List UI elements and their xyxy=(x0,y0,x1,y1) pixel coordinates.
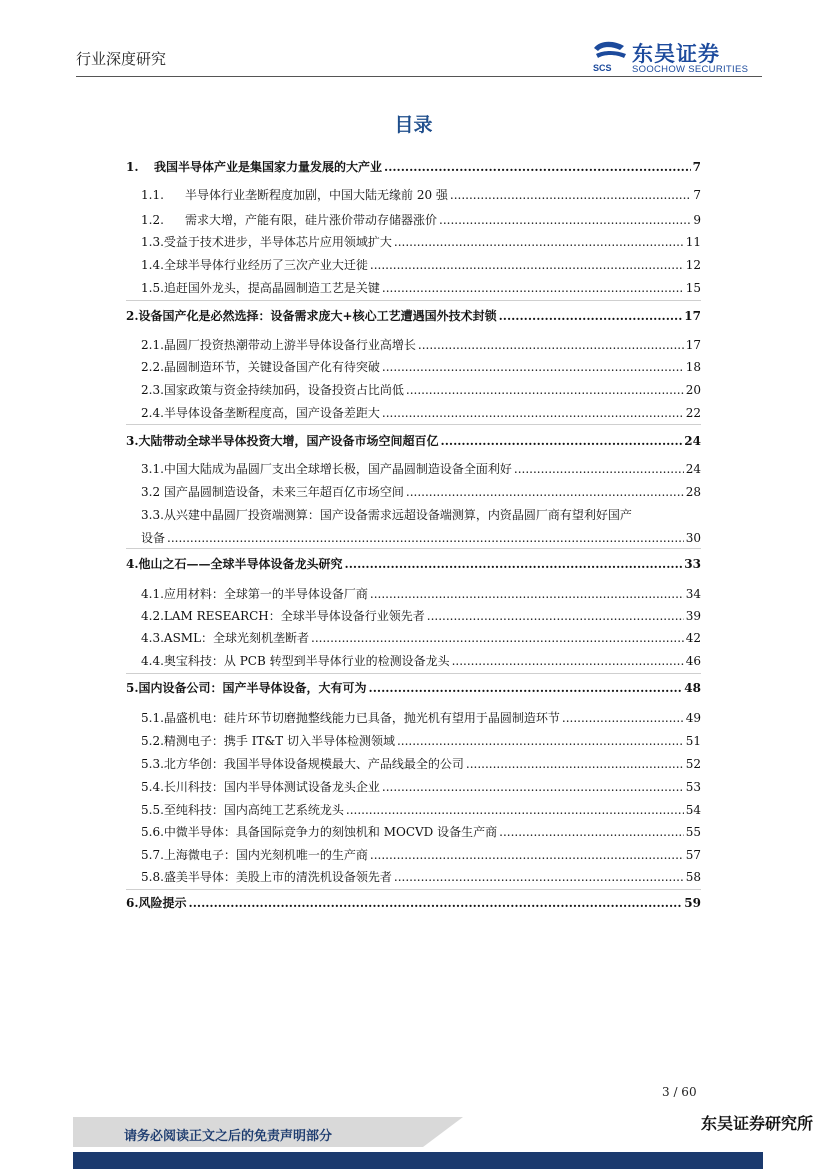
toc-page-number: 49 xyxy=(685,711,701,725)
toc-entry-text: 需求大增，产能有限，硅片涨价带动存储器涨价 xyxy=(185,213,438,227)
toc-page-number: 52 xyxy=(685,757,701,771)
disclaimer-text: 请务必阅读正文之后的免责声明部分 xyxy=(124,1129,333,1144)
toc-subsection[interactable] xyxy=(141,256,701,273)
toc-entry-text: 1.4.全球半导体行业经历了三次产业大迁徙 xyxy=(141,258,368,272)
toc-leader-dots xyxy=(499,825,684,839)
toc-subsection[interactable] xyxy=(141,846,701,863)
toc-leader-dots xyxy=(189,896,683,910)
toc-section-divider xyxy=(126,673,701,674)
toc-leader-dots xyxy=(382,281,684,295)
toc-subsection[interactable] xyxy=(141,823,701,840)
toc-subsection[interactable] xyxy=(141,629,701,646)
toc-leader-dots xyxy=(397,734,684,748)
toc-entry-text: 5.7.上海微电子：国内光刻机唯一的生产商 xyxy=(141,848,368,862)
toc-entry-text: 1.5.追赶国外龙头，提高晶圆制造工艺是关键 xyxy=(141,281,380,295)
footer-bar xyxy=(73,1152,763,1169)
toc-leader-dots xyxy=(562,711,684,725)
toc-entry-text: 5.8.盛美半导体：美股上市的清洗机设备领先者 xyxy=(141,870,392,884)
page-indicator: 3 / 60 xyxy=(662,1085,697,1099)
toc-entry-text: 5.5.至纯科技：国内高纯工艺系统龙头 xyxy=(141,803,344,817)
toc-page-number: 57 xyxy=(685,848,701,862)
toc-page-number: 18 xyxy=(685,360,701,374)
toc-entry-text: 1.3.受益于技术进步，半导体芯片应用领域扩大 xyxy=(141,235,392,249)
logo-chinese-name: 东吴证券 xyxy=(632,42,720,66)
toc-leader-dots xyxy=(167,531,684,545)
toc-section[interactable] xyxy=(126,555,701,572)
institute-name: 东吴证券研究所 xyxy=(700,1114,813,1133)
toc-leader-dots xyxy=(450,188,691,202)
toc-entry-text: 5.4.长川科技：国内半导体测试设备龙头企业 xyxy=(141,780,380,794)
toc-page-number: 9 xyxy=(693,213,701,227)
toc-title: 目录 xyxy=(394,114,433,136)
toc-entry-text: 3.大陆带动全球半导体投资大增，国产设备市场空间超百亿 xyxy=(126,434,439,448)
toc-page-number: 7 xyxy=(692,160,701,174)
toc-leader-dots xyxy=(369,681,683,695)
toc-subsection[interactable] xyxy=(141,381,701,398)
toc-subsection[interactable] xyxy=(141,186,701,203)
report-category: 行业深度研究 xyxy=(76,50,167,68)
toc-page-number: 17 xyxy=(684,309,701,323)
toc-subsection[interactable] xyxy=(141,732,701,749)
toc-entry-text: 我国半导体产业是集国家力量发展的大产业 xyxy=(154,160,383,174)
footer-band xyxy=(73,1117,763,1151)
toc-leader-dots xyxy=(418,338,684,352)
toc-subsection[interactable] xyxy=(141,709,701,726)
toc-subsection[interactable] xyxy=(141,279,701,296)
toc-entry-text: 3.2 国产晶圆制造设备，未来三年超百亿市场空间 xyxy=(141,485,404,499)
toc-page-number: 58 xyxy=(685,870,701,884)
toc-entry-text: 2.3.国家政策与资金持续加码，设备投资占比尚低 xyxy=(141,383,404,397)
toc-section-divider xyxy=(126,548,701,549)
toc-entry-text: 设备 xyxy=(141,531,166,545)
toc-entry-text: 5.3.北方华创：我国半导体设备规模最大、产品线最全的公司 xyxy=(141,757,464,771)
toc-subsection[interactable] xyxy=(141,778,701,795)
toc-entry-text: 5.6.中微半导体：具备国际竞争力的刻蚀机和 MOCVD 设备生产商 xyxy=(141,825,498,839)
toc-leader-dots xyxy=(382,360,684,374)
toc-entry-text: 半导体行业垄断程度加剧，中国大陆无缘前 20 强 xyxy=(185,188,448,202)
toc-leader-dots xyxy=(466,757,684,771)
toc-subsection[interactable] xyxy=(141,652,701,669)
toc-subsection[interactable] xyxy=(141,336,701,353)
footer-slant xyxy=(423,1117,463,1147)
toc-leader-dots xyxy=(370,587,684,601)
toc-page-number: 11 xyxy=(685,235,701,249)
scs-logo-icon xyxy=(590,38,630,74)
toc-leader-dots xyxy=(441,434,683,448)
toc-page-number: 15 xyxy=(685,281,701,295)
toc-page-number: 34 xyxy=(685,587,701,601)
toc-subsection[interactable] xyxy=(141,460,701,477)
toc-subsection-continuation[interactable] xyxy=(141,529,701,546)
toc-number: 1.2. xyxy=(141,213,164,227)
toc-leader-dots xyxy=(406,485,684,499)
toc-entry-text: 5.2.精测电子：携手 IT&T 切入半导体检测领域 xyxy=(141,734,395,748)
toc-leader-dots xyxy=(370,848,684,862)
toc-page-number: 55 xyxy=(685,825,701,839)
toc-page-number: 24 xyxy=(684,434,701,448)
toc-subsection[interactable] xyxy=(141,211,701,228)
toc-leader-dots xyxy=(311,631,684,645)
toc-entry-text: 5.国内设备公司：国产半导体设备，大有可为 xyxy=(126,681,367,695)
toc-entry-text: 5.1.晶盛机电：硅片环节切磨抛整线能力已具备，抛光机有望用于晶圆制造环节 xyxy=(141,711,560,725)
toc-section[interactable] xyxy=(126,307,701,324)
toc-subsection[interactable] xyxy=(141,404,701,421)
toc-page-number: 51 xyxy=(685,734,701,748)
toc-section[interactable] xyxy=(126,679,701,696)
footer-disclaimer-box xyxy=(73,1117,423,1147)
toc-page-number: 12 xyxy=(685,258,701,272)
toc-subsection[interactable] xyxy=(141,755,701,772)
toc-entry-text: 4.2.LAM RESEARCH：全球半导体设备行业领先者 xyxy=(141,609,425,623)
toc-leader-dots xyxy=(406,383,684,397)
toc-subsection[interactable] xyxy=(141,607,701,624)
toc-page-number: 7 xyxy=(693,188,701,202)
toc-page-number: 20 xyxy=(685,383,701,397)
toc-number: 1.1. xyxy=(141,188,164,202)
toc-leader-dots xyxy=(499,309,683,323)
logo-mark-text: SCS xyxy=(593,63,612,73)
toc-page-number: 17 xyxy=(685,338,701,352)
logo-english-name: SOOCHOW SECURITIES xyxy=(632,64,749,75)
toc-entry-text: 2.4.半导体设备垄断程度高，国产设备差距大 xyxy=(141,406,380,420)
toc-leader-dots xyxy=(427,609,684,623)
toc-page-number: 53 xyxy=(685,780,701,794)
toc-page-number: 30 xyxy=(685,531,701,545)
toc-number: 1. xyxy=(126,160,139,174)
toc-entry-text: 6.风险提示 xyxy=(126,896,187,910)
toc-page-number: 46 xyxy=(685,654,701,668)
toc-section[interactable] xyxy=(126,432,701,449)
toc-subsection[interactable] xyxy=(141,483,701,500)
toc-leader-dots xyxy=(382,780,684,794)
toc-page-number: 59 xyxy=(684,896,701,910)
toc-entry-text: 3.3.从兴建中晶圆厂投资端测算：国产设备需求远超设备端测算，内资晶圆厂商有望利好国产 xyxy=(141,508,632,522)
toc-page-number: 24 xyxy=(685,462,701,476)
toc-subsection[interactable] xyxy=(141,506,701,523)
toc-subsection[interactable] xyxy=(141,358,701,375)
toc-section-divider xyxy=(126,424,701,425)
toc-subsection[interactable] xyxy=(141,585,701,602)
toc-entry-text: 4.4.奥宝科技：从 PCB 转型到半导体行业的检测设备龙头 xyxy=(141,654,450,668)
toc-page-number: 28 xyxy=(685,485,701,499)
toc-leader-dots xyxy=(384,160,691,174)
toc-subsection[interactable] xyxy=(141,233,701,250)
toc-page-number: 54 xyxy=(685,803,701,817)
toc-page-number: 39 xyxy=(685,609,701,623)
toc-leader-dots xyxy=(439,213,691,227)
toc-section[interactable] xyxy=(126,894,701,911)
toc-leader-dots xyxy=(345,557,683,571)
toc-leader-dots xyxy=(452,654,684,668)
toc-page-number: 33 xyxy=(684,557,701,571)
toc-leader-dots xyxy=(394,870,684,884)
toc-entry-text: 4.他山之石——全球半导体设备龙头研究 xyxy=(126,557,343,571)
company-logo xyxy=(590,38,765,74)
toc-leader-dots xyxy=(382,406,684,420)
toc-leader-dots xyxy=(346,803,684,817)
toc-leader-dots xyxy=(394,235,684,249)
header-divider xyxy=(76,76,762,77)
toc-entry-text: 2.2.晶圆制造环节，关键设备国产化有待突破 xyxy=(141,360,380,374)
toc-section[interactable] xyxy=(126,158,701,175)
toc-page-number: 42 xyxy=(685,631,701,645)
toc-subsection[interactable] xyxy=(141,868,701,885)
toc-leader-dots xyxy=(514,462,684,476)
toc-entry-text: 4.1.应用材料：全球第一的半导体设备厂商 xyxy=(141,587,368,601)
toc-entry-text: 3.1.中国大陆成为晶圆厂支出全球增长极，国产晶圆制造设备全面利好 xyxy=(141,462,512,476)
toc-entry-text: 4.3.ASML：全球光刻机垄断者 xyxy=(141,631,310,645)
toc-entry-text: 2.设备国产化是必然选择：设备需求庞大+核心工艺遭遇国外技术封锁 xyxy=(126,309,497,323)
toc-page-number: 48 xyxy=(684,681,701,695)
toc-section-divider xyxy=(126,300,701,301)
toc-leader-dots xyxy=(370,258,684,272)
toc-section-divider xyxy=(126,889,701,890)
toc-entry-text: 2.1.晶圆厂投资热潮带动上游半导体设备行业高增长 xyxy=(141,338,416,352)
toc-page-number: 22 xyxy=(685,406,701,420)
toc-subsection[interactable] xyxy=(141,801,701,818)
